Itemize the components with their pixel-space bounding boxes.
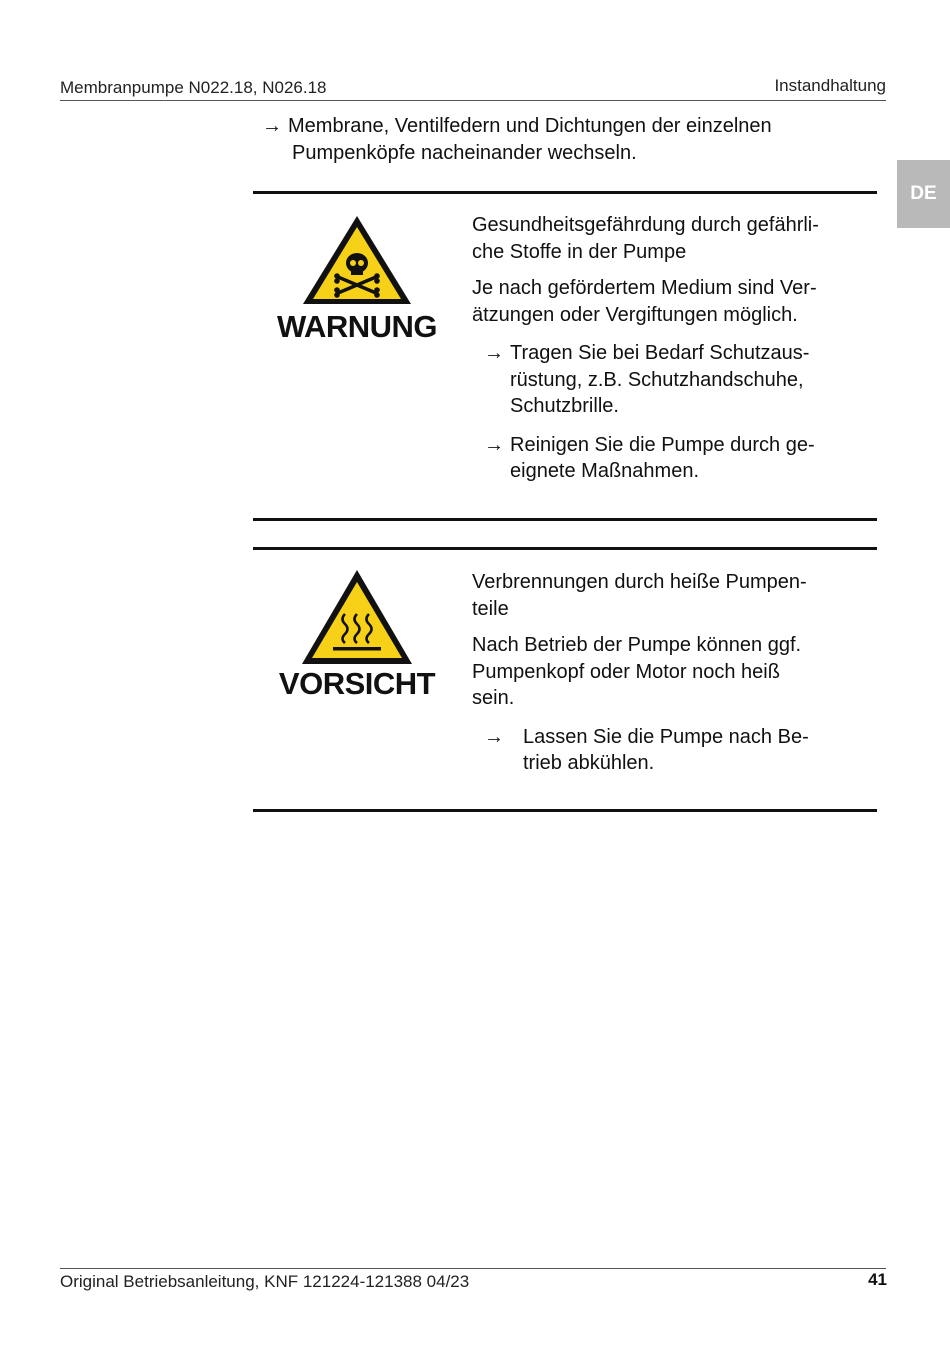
caution-top-rule xyxy=(253,547,877,550)
header-document-title: Membranpumpe N022.18, N026.18 xyxy=(60,78,327,97)
footer-rule xyxy=(60,1268,886,1269)
warning-step-text: Reinigen Sie die Pumpe durch ge- xyxy=(510,433,815,456)
caution-step-text: trieb abkühlen. xyxy=(523,752,655,774)
caution-heading-line: teile xyxy=(472,597,509,620)
intro-step-text: Membrane, Ventilfedern und Dichtungen der einzelnen xyxy=(288,115,772,137)
intro-step xyxy=(262,113,772,166)
warning-description-line: ätzungen oder Vergiftungen möglich. xyxy=(472,303,798,326)
arrow-right-icon: → xyxy=(484,725,504,748)
warning-step xyxy=(472,432,872,485)
warning-description xyxy=(472,275,872,328)
language-tab xyxy=(897,160,950,228)
header-section-title: Instandhaltung xyxy=(774,76,886,95)
warning-content xyxy=(472,212,872,485)
toxic-skull-warning-icon xyxy=(300,213,414,307)
arrow-right-icon: → xyxy=(262,115,282,137)
caution-bottom-rule xyxy=(253,809,877,812)
arrow-right-icon: → xyxy=(484,433,504,456)
caution-heading xyxy=(472,569,872,622)
signal-word-caution: VORSICHT xyxy=(278,666,436,701)
arrow-right-icon: → xyxy=(484,342,504,364)
caution-description-line: Pumpenkopf oder Motor noch heiß xyxy=(472,660,780,683)
caution-description-line: sein. xyxy=(472,687,515,709)
footer-document-info: Original Betriebsanleitung, KNF 121224-121388 04/23 xyxy=(60,1272,470,1291)
warning-heading xyxy=(472,212,872,265)
header-rule xyxy=(60,100,886,101)
caution-step-text: Lassen Sie die Pumpe nach Be- xyxy=(523,725,809,748)
warning-heading-line: Gesundheitsgefährdung durch gefährli- xyxy=(472,214,819,236)
warning-heading-line: che Stoffe in der Pumpe xyxy=(472,240,687,263)
warning-step xyxy=(472,340,872,420)
hot-surface-warning-icon xyxy=(300,568,414,666)
warning-step-text: eignete Maßnahmen. xyxy=(510,460,700,482)
warning-top-rule xyxy=(253,191,877,194)
warning-step-text: Tragen Sie bei Bedarf Schutzaus- xyxy=(510,342,810,364)
caution-description xyxy=(472,632,872,712)
intro-step-text-cont: Pumpenköpfe nacheinander wechseln. xyxy=(292,141,637,164)
caution-description-line: Nach Betrieb der Pumpe können ggf. xyxy=(472,634,802,656)
language-tab-label: DE xyxy=(910,183,937,204)
page-number: 41 xyxy=(868,1270,887,1289)
warning-step-text: rüstung, z.B. Schutzhandschuhe, xyxy=(510,368,804,391)
signal-word-warning: WARNUNG xyxy=(276,309,438,344)
caution-heading-line: Verbrennungen durch heiße Pumpen- xyxy=(472,571,807,593)
warning-bottom-rule xyxy=(253,518,877,521)
warning-description-line: Je nach gefördertem Medium sind Ver- xyxy=(472,277,817,299)
caution-step xyxy=(472,724,872,777)
warning-step-text: Schutzbrille. xyxy=(510,395,619,417)
caution-content xyxy=(472,569,872,777)
